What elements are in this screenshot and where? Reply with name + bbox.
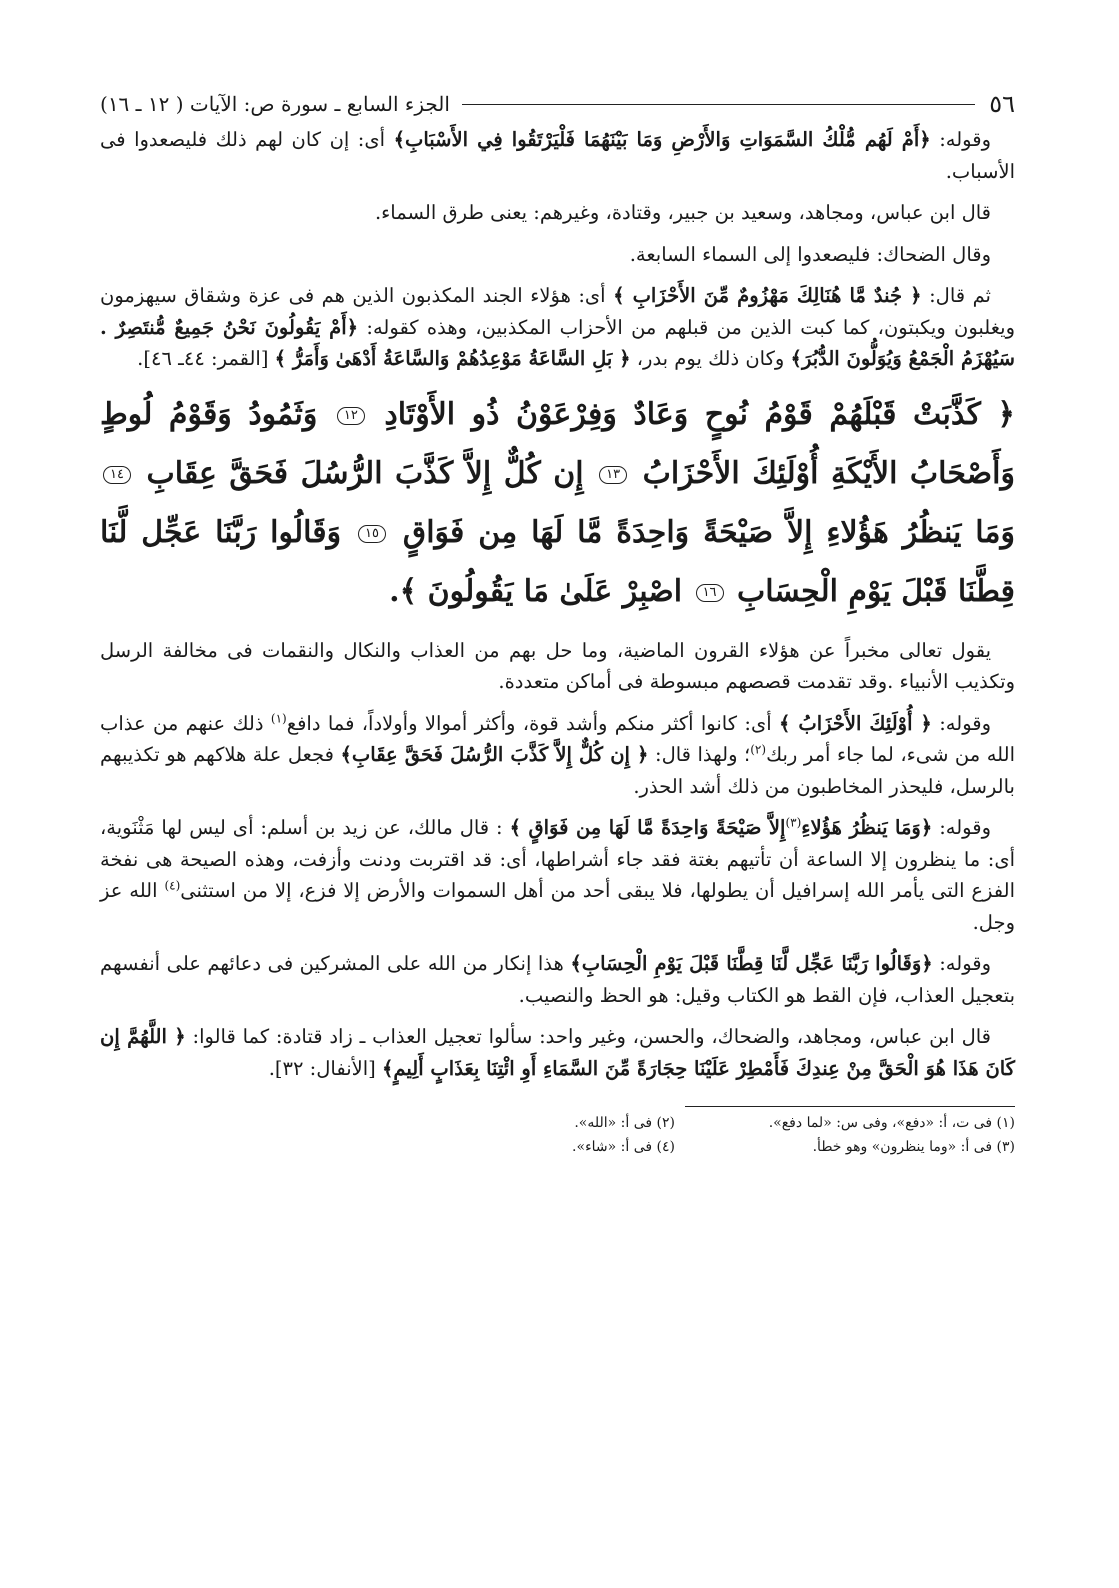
paragraph: وقوله: ﴿وَقَالُوا رَبَّنَا عَجِّل لَّنَا قِطَّنَا قَبْلَ يَوْمِ الْحِسَابِ﴾ هذا إنكار من الله على المشركين فى دعائهم على أنفسهم بتعجيل العذاب، فإن القط هو الكتاب وقيل: هو الحظ والنصيب. [100,952,1015,1007]
verse-number-marker: ١٥ [358,525,386,543]
paragraph: وقوله: ﴿ أُوْلَئِكَ الأَحْزَابُ ﴾ أى: كانوا أكثر منكم وأشد قوة، وأكثر أموالا وأولاداً، فما دافع$^{(١)}$ ذلك عنهم من عذاب الله من شىء، لما جاء أمر ربك$^{(٢)}$؛ ولهذا قال: ﴿ إِن كُلٌّ إِلاَّ كَذَّبَ الرُّسُلَ فَحَقَّ عِقَابِ﴾ فجعل علة هلاكهم هو تكذيبهم بالرسل، فليحذر المخاطبون من ذلك أشد الحذر. [100,711,1015,798]
quran-quote: ﴿ جُندٌ مَّا هُنَالِكَ مَهْزُومٌ مِّنَ الأَحْزَابِ ﴾ [613,284,922,307]
paragraph: ثم قال: ﴿ جُندٌ مَّا هُنَالِكَ مَهْزُومٌ مِّنَ الأَحْزَابِ ﴾ أى: هؤلاء الجند المكذبون الذين هم فى عزة وشقاق سيهزمون ويغلبون ويكبتون، كما كبت الذين من قبلهم من الأحزاب المكذبين، وهذه كقوله: ﴿أَمْ يَقُولُونَ نَحْنُ جَمِيعٌ مُّنتَصِرٌ . سَيُهْزَمُ الْجَمْعُ وَيُوَلُّونَ الدُّبُرَ﴾ وكان ذلك يوم بدر، ﴿ بَلِ السَّاعَةُ مَوْعِدُهُمْ وَالسَّاعَةُ أَدْهَىٰ وَأَمَرُّ ﴾ [القمر: ٤٤ـ ٤٦]. [100,284,1016,370]
ornate-bracket-open: ﴿ [997,396,1015,432]
footnote-ref: (١) [270,711,287,725]
verse-text: اصْبِرْ عَلَىٰ مَا يَقُولُونَ [427,573,683,609]
quran-quote: ﴿أَمْ يَقُولُونَ نَحْنُ جَمِيعٌ مُّنتَصِرٌ . سَيُهْزَمُ الْجَمْعُ وَيُوَلُّونَ الدُّبُرَ﴾ [100,315,1015,370]
commentary-body [100,124,1015,1084]
footnote-ref: (٤) [164,878,181,893]
footnote: (٤) فى أ: «شاء». [572,1139,675,1155]
quran-quote: ﴿أَمْ لَهُم مُّلْكُ السَّمَوَاتِ وَالأَرْضِ وَمَا بَيْنَهُمَا فَلْيَرْتَقُوا فِي الأَسْبَابِ﴾ [393,128,931,151]
footnote-ref: (٢) [750,742,767,757]
page-header [100,84,1015,124]
quran-quote: ﴿وَقَالُوا رَبَّنَا عَجِّل لَّنَا قِطَّنَا قَبْلَ يَوْمِ الْحِسَابِ﴾ [570,952,933,975]
quran-quote: ﴿ أُوْلَئِكَ الأَحْزَابُ ﴾ [778,711,932,735]
footnote-separator [685,1106,1015,1107]
paragraph: قال ابن عباس، ومجاهد، والضحاك، والحسن، وغير واحد: سألوا تعجيل العذاب ـ زاد قتادة: كما قالوا: ﴿ اللَّهُمَّ إِن كَانَ هَذَا هُوَ الْحَقَّ مِنْ عِندِكَ فَأَمْطِرْ عَلَيْنَا حِجَارَةً مِّنَ السَّمَاءِ أَوِ ائْتِنَا بِعَذَابٍ أَلِيمٍ﴾ [الأنفال: ٣٢]. [100,1025,1015,1080]
quran-quote: إِلاَّ صَيْحَةً وَاحِدَةً مَّا لَهَا مِن فَوَاقٍ ﴾ [509,816,786,839]
ornate-bracket-close: ﴾. [389,573,418,609]
verse-number-marker: ١٤ [103,466,131,484]
verse-number-marker: ١٦ [696,584,724,602]
verse-text: وَثَمُودُ وَقَوْمُ لُوطٍ وَأَصْحَابُ الأَيْكَةِ أُوْلَئِكَ الأَحْزَابُ [100,396,1015,491]
paragraph: وقوله: ﴿أَمْ لَهُم مُّلْكُ السَّمَوَاتِ وَالأَرْضِ وَمَا بَيْنَهُمَا فَلْيَرْتَقُوا فِي الأَسْبَابِ﴾ أى: إن كان لهم ذلك فليصعدوا فى الأسباب. [100,128,1015,183]
verse-number-marker: ١٢ [337,407,365,425]
verse-text: إِن كُلٌّ إِلاَّ كَذَّبَ الرُّسُلَ فَحَقَّ عِقَابِ [146,455,584,491]
paragraph: وقوله: ﴿وَمَا يَنظُرُ هَؤُلاءِ$^{(٣)}$إِلاَّ صَيْحَةً وَاحِدَةً مَّا لَهَا مِن فَوَاقٍ ﴾ : قال مالك، عن زيد بن أسلم: أى ليس لها مَثْنَوية، أى: ما ينظرون إلا الساعة أن تأتيهم بغتة فقد جاء أشراطها، أى: قد اقتربت ودنت وأزفت، وهذه الصيحة هى نفخة الفزع التى يأمر الله إسرافيل أن يطولها، فلا يبقى أحد من أهل السموات والأرض إلا فزع، إلا من استثنى$^{(٤)}$ الله عز وجل. [100,815,1015,934]
quran-quote: ﴿ بَلِ السَّاعَةُ مَوْعِدُهُمْ وَالسَّاعَةُ أَدْهَىٰ وَأَمَرُّ ﴾ [274,347,631,370]
paragraph: وقال الضحاك: فليصعدوا إلى السماء السابعة. [629,242,991,266]
verse-text: وَمَا يَنظُرُ هَؤُلاءِ إِلاَّ صَيْحَةً وَاحِدَةً مَّا لَهَا مِن فَوَاقٍ [402,514,1015,550]
footnote: (٣) فى أ: «وما ينظرون» وهو خطأ. [812,1139,1015,1155]
footnote: (١) فى ت، أ: «دفع»، وفى س: «لما دفع». [768,1115,1015,1131]
paragraph: قال ابن عباس، ومجاهد، وسعيد بن جبير، وقتادة، وغيرهم: يعنى طرق السماء. [374,201,991,224]
quran-quote: ﴿وَمَا يَنظُرُ هَؤُلاءِ [801,816,933,839]
quran-quote: ﴿ اللَّهُمَّ إِن كَانَ هَذَا هُوَ الْحَقَّ مِنْ عِندِكَ فَأَمْطِرْ عَلَيْنَا حِجَارَةً مِّنَ السَّمَاءِ أَوِ ائْتِنَا بِعَذَابٍ أَلِيمٍ﴾ [100,1025,1015,1080]
footnote-ref: (٣) [785,815,802,830]
footnotes [395,1113,1015,1157]
quran-quote: ﴿ إِن كُلٌّ إِلاَّ كَذَّبَ الرُّسُلَ فَحَقَّ عِقَابِ﴾ [340,743,649,766]
paragraph: يقول تعالى مخبراً عن هؤلاء القرون الماضية، وما حل بهم من العذاب والنكال والنقمات فى مخالفة الرسل وتكذيب الأنبياء .وقد تقدمت قصصهم مبسوطة فى أماكن متعددة. [100,638,1015,693]
page-number: ٥٦ [989,90,1015,118]
quran-verses-block [100,385,1015,621]
verse-text: كَذَّبَتْ قَبْلَهُمْ قَوْمُ نُوحٍ وَعَادٌ وَفِرْعَوْنُ ذُو الأَوْتَادِ [384,396,981,432]
header-rule [462,104,975,105]
verse-number-marker: ١٣ [599,466,627,484]
verse-text: وَقَالُوا رَبَّنَا عَجِّل لَّنَا قِطَّنَا قَبْلَ يَوْمِ الْحِسَابِ [100,514,1015,609]
running-title: الجزء السابع ـ سورة ص: الآيات ( ١٢ ـ ١٦) [100,92,450,116]
footnote: (٢) فى أ: «الله». [574,1115,675,1131]
